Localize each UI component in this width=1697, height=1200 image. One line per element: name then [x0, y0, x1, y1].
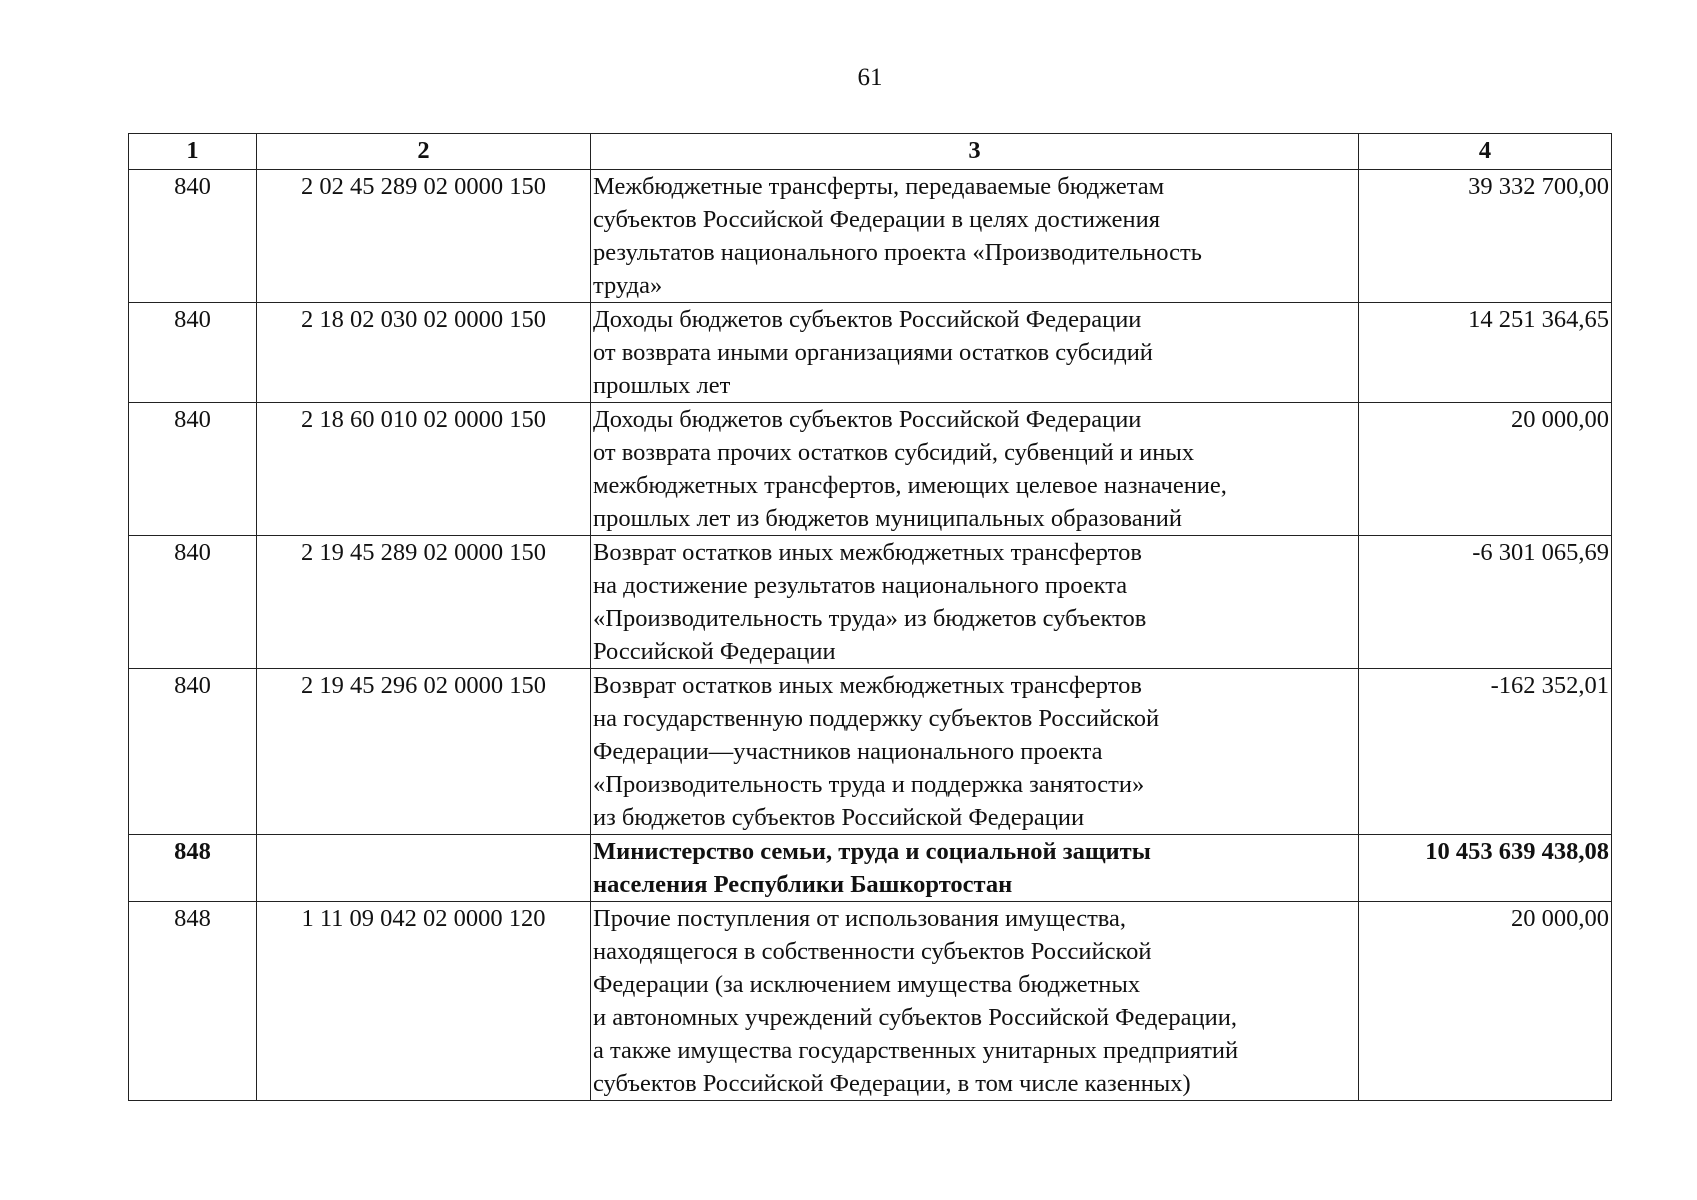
header-col-1: 1: [129, 134, 257, 170]
budget-code-cell: 2 18 02 030 02 0000 150: [257, 303, 591, 403]
amount-cell: -6 301 065,69: [1359, 536, 1612, 669]
amount-cell: 14 251 364,65: [1359, 303, 1612, 403]
admin-code-cell: 848: [129, 835, 257, 902]
description-cell: Доходы бюджетов субъектов Российской Федерации от возврата иными организациями остатков субсидий прошлых лет: [591, 303, 1359, 403]
admin-code-cell: 840: [129, 303, 257, 403]
table-row: [129, 303, 1612, 403]
table-row: [129, 536, 1612, 669]
amount-cell: 10 453 639 438,08: [1359, 835, 1612, 902]
amount-cell: 20 000,00: [1359, 403, 1612, 536]
admin-code-cell: 848: [129, 902, 257, 1101]
description-cell: Возврат остатков иных межбюджетных трансфертов на государственную поддержку субъектов Российской Федерации—участников национального проекта «Производительность труда и поддержка занятости» из бюджетов субъектов Российской Федерации: [591, 669, 1359, 835]
description-cell: Прочие поступления от использования имущества, находящегося в собственности субъектов Российской Федерации (за исключением имущества бюджетных и автономных учреждений субъектов Российской Федерации, а также имущества государственных унитарных предприятий субъектов Российской Федерации, в том числе казенных): [591, 902, 1359, 1101]
budget-code-cell: 1 11 09 042 02 0000 120: [257, 902, 591, 1101]
description-cell: Министерство семьи, труда и социальной защиты населения Республики Башкортостан: [591, 835, 1359, 902]
budget-code-cell: 2 18 60 010 02 0000 150: [257, 403, 591, 536]
header-col-2: 2: [257, 134, 591, 170]
table-row: [129, 403, 1612, 536]
amount-cell: 39 332 700,00: [1359, 170, 1612, 303]
header-col-4: 4: [1359, 134, 1612, 170]
admin-code-cell: 840: [129, 403, 257, 536]
table-row: [129, 902, 1612, 1101]
budget-code-cell: 2 19 45 289 02 0000 150: [257, 536, 591, 669]
page-number: 61: [857, 64, 883, 91]
amount-cell: 20 000,00: [1359, 902, 1612, 1101]
table-row: [129, 170, 1612, 303]
admin-code-cell: 840: [129, 170, 257, 303]
budget-code-cell: 2 02 45 289 02 0000 150: [257, 170, 591, 303]
budget-revenue-table: [128, 133, 1612, 1101]
table-row: [129, 669, 1612, 835]
budget-code-cell: [257, 835, 591, 902]
admin-code-cell: 840: [129, 669, 257, 835]
budget-code-cell: 2 19 45 296 02 0000 150: [257, 669, 591, 835]
header-col-3: 3: [591, 134, 1359, 170]
table-header-row: [129, 134, 1612, 170]
table-row-ministry-total: [129, 835, 1612, 902]
admin-code-cell: 840: [129, 536, 257, 669]
description-cell: Возврат остатков иных межбюджетных трансфертов на достижение результатов национального проекта «Производительность труда» из бюджетов субъектов Российской Федерации: [591, 536, 1359, 669]
description-cell: Межбюджетные трансферты, передаваемые бюджетам субъектов Российской Федерации в целях достижения результатов национального проекта «Производительность труда»: [591, 170, 1359, 303]
amount-cell: -162 352,01: [1359, 669, 1612, 835]
description-cell: Доходы бюджетов субъектов Российской Федерации от возврата прочих остатков субсидий, субвенций и иных межбюджетных трансфертов, имеющих целевое назначение, прошлых лет из бюджетов муниципальных образований: [591, 403, 1359, 536]
